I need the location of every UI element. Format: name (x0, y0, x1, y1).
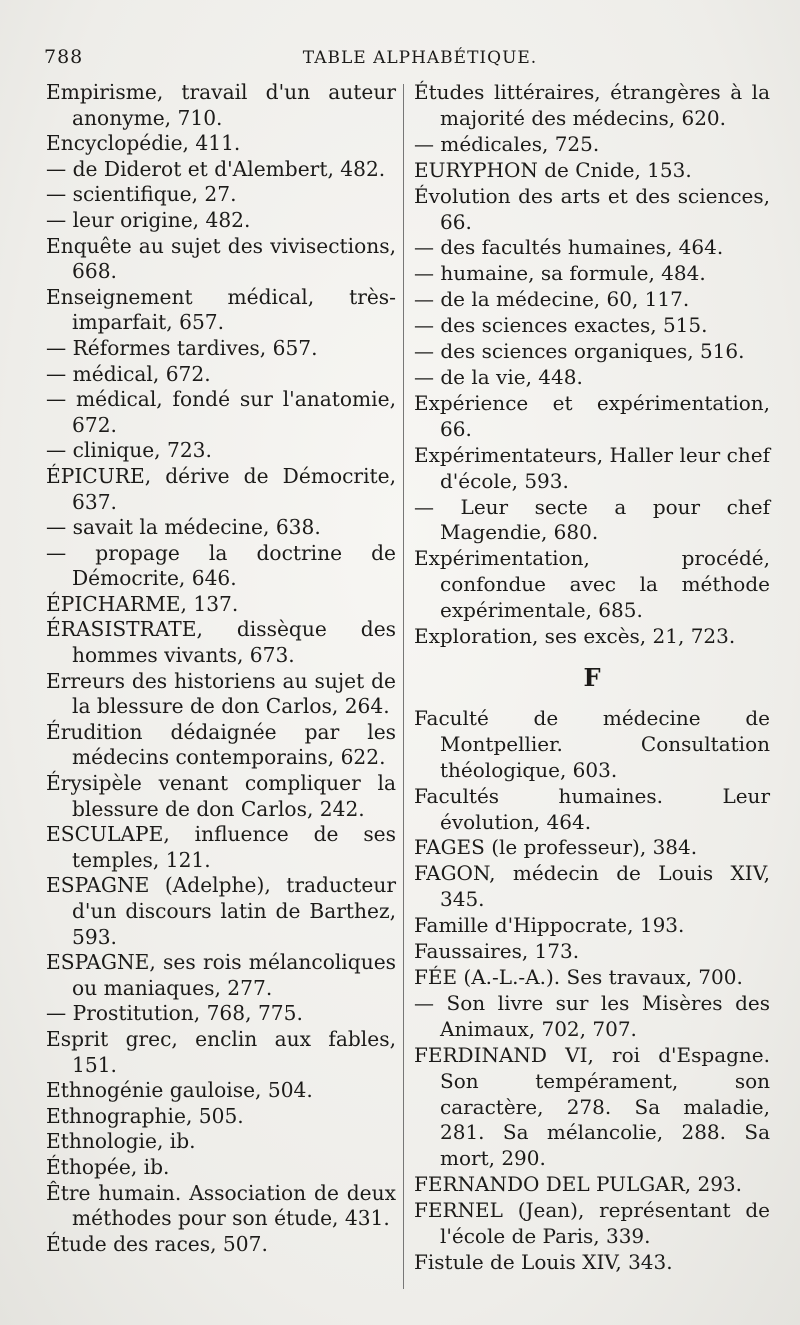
index-entry: — scientifique, 27. (46, 182, 237, 207)
index-entry: Érudition dédaignée par les médecins contemporains, 622. (46, 719, 396, 770)
index-entry: Expérimentation, procédé, confondue avec la méthode expérimentale, 685. (414, 546, 770, 623)
left-column (46, 80, 396, 1257)
index-entry: — leur origine, 482. (46, 207, 251, 232)
index-entry: FERDINAND VI, roi d'Espagne. Son tempérament, son caractère, 278. Sa maladie, 281. Sa mélancolie, 288. Sa mort, 290. (414, 1042, 770, 1171)
index-entry: — humaine, sa formule, 484. (414, 261, 706, 286)
page-number: 788 (44, 46, 84, 68)
index-entry: Études littéraires, étrangères à la majorité des médecins, 620. (414, 80, 770, 130)
index-entry: Esprit grec, enclin aux fables, 151. (46, 1026, 396, 1077)
index-entry: Famille d'Hippocrate, 193. (414, 913, 685, 938)
index-entry: — des facultés humaines, 464. (414, 235, 724, 260)
index-entry: FÉE (A.-L.-A.). Ses travaux, 700. (414, 965, 743, 989)
index-entry: Erreurs des historiens au sujet de la blessure de don Carlos, 264. (46, 668, 396, 719)
index-entry: — de Diderot et d'Alembert, 482. (46, 156, 386, 181)
index-entry: Évolution des arts et des sciences, 66. (414, 183, 770, 234)
index-entry: ESPAGNE (Adelphe), traducteur d'un discours latin de Barthez, 593. (46, 873, 396, 949)
index-entry: Étude des races, 507. (46, 1231, 268, 1256)
index-entry: — médicales, 725. (414, 131, 600, 156)
index-entry: FERNANDO DEL PULGAR, 293. (414, 1172, 743, 1197)
index-entry: Facultés humaines. Leur évolution, 464. (414, 783, 770, 834)
running-head (40, 46, 770, 72)
index-entry: — des sciences exactes, 515. (414, 313, 708, 338)
index-entry: — Son livre sur les Misères des Animaux, 702, 707. (414, 990, 770, 1041)
index-entry: — médical, 672. (46, 361, 211, 386)
index-entry: — de la vie, 448. (414, 364, 583, 389)
index-entry: — savait la médecine, 638. (46, 515, 321, 540)
index-entry: ÉPICURE, dérive de Démocrite, 637. (46, 463, 396, 514)
index-entry: — Leur secte a pour chef Magendie, 680. (414, 494, 770, 545)
index-entry: ÉPICHARME, 137. (46, 591, 239, 616)
index-entry: FERNEL (Jean), représentant de l'école de Paris, 339. (414, 1198, 770, 1249)
index-entry: Fistule de Louis XIV, 343. (414, 1249, 673, 1274)
index-entry: Ethnogénie gauloise, 504. (46, 1078, 313, 1103)
index-entry: Expérience et expérimentation, 66. (414, 390, 770, 441)
index-entry: FAGON, médecin de Louis XIV, 345. (414, 861, 770, 912)
index-entry: Encyclopédie, 411. (46, 131, 241, 156)
index-entry: Érysipèle venant compliquer la blessure de don Carlos, 242. (46, 771, 396, 821)
right-column (414, 80, 770, 1276)
index-entry: ESCULAPE, influence de ses temples, 121. (46, 822, 396, 872)
index-entry: Ethnologie, ib. (46, 1129, 196, 1154)
index-entry: — médical, fondé sur l'anatomie, 672. (46, 387, 396, 437)
index-entry: Faussaires, 173. (414, 939, 580, 964)
page-title: TABLE ALPHABÉTIQUE. (302, 48, 538, 68)
section-letter-heading: F (583, 662, 601, 692)
index-entry: — propage la doctrine de Démocrite, 646. (46, 540, 396, 591)
index-entry: Ethnographie, 505. (46, 1103, 244, 1128)
index-entry: Éthopée, ib. (46, 1154, 170, 1179)
index-entry: EURYPHON de Cnide, 153. (414, 157, 692, 182)
index-entry: ÉRASISTRATE, dissèque des hommes vivants, 673. (46, 617, 396, 668)
index-entry: ESPAGNE, ses rois mélancoliques ou maniaques, 277. (46, 950, 396, 1000)
index-entry: — Réformes tardives, 657. (46, 335, 318, 360)
index-entry: — de la médecine, 60, 117. (414, 287, 690, 312)
index-entry: Être humain. Association de deux méthodes pour son étude, 431. (46, 1180, 396, 1231)
index-entry: — clinique, 723. (46, 438, 212, 463)
index-entry: Enquête au sujet des vivisections, 668. (46, 233, 396, 284)
index-entry: Expérimentateurs, Haller leur chef d'école, 593. (414, 442, 770, 493)
index-entry: FAGES (le professeur), 384. (414, 835, 698, 860)
index-entry: Faculté de médecine de Montpellier. Consultation théologique, 603. (414, 705, 770, 782)
index-entry: — des sciences organiques, 516. (414, 339, 745, 364)
index-entry: Exploration, ses excès, 21, 723. (414, 624, 736, 649)
index-entry: Enseignement médical, très-imparfait, 657. (46, 284, 396, 335)
index-entry: — Prostitution, 768, 775. (46, 1001, 303, 1026)
column-divider (403, 84, 404, 1289)
index-entry: Empirisme, travail d'un auteur anonyme, 710. (46, 80, 396, 130)
